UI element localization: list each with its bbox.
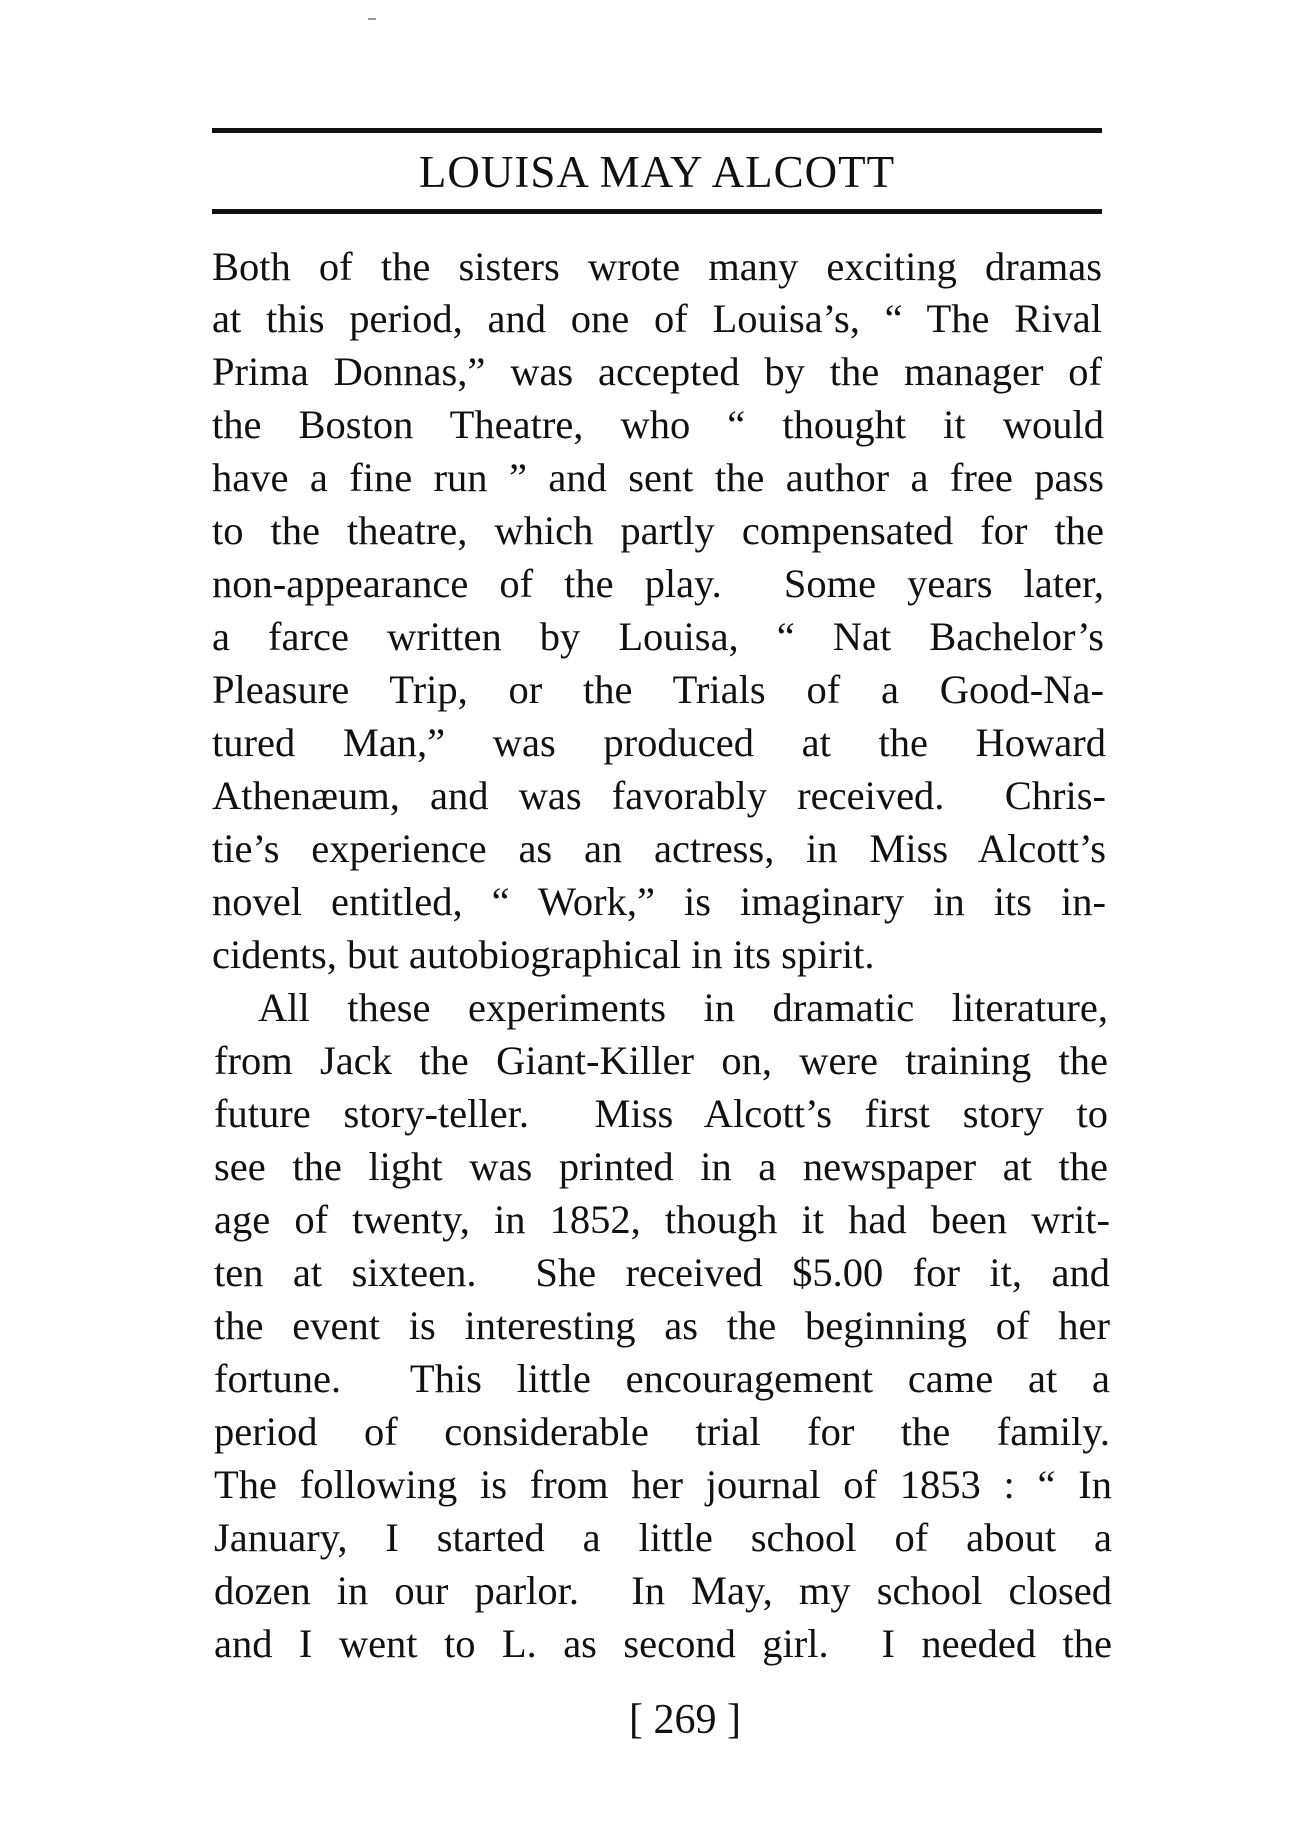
text-line: cidents, but autobiographical in its spirit. bbox=[212, 932, 875, 977]
header-rule-top bbox=[212, 128, 1102, 133]
text-line: a farce written by Louisa, “ Nat Bachelor’s bbox=[212, 614, 1104, 659]
text-line: the Boston Theatre, who “ thought it would bbox=[212, 402, 1104, 447]
page-number: [ 269 ] bbox=[629, 1697, 741, 1743]
text-line: dozen in our parlor. In May, my school closed bbox=[214, 1568, 1112, 1613]
text-line: from Jack the Giant-Killer on, were training the bbox=[214, 1038, 1108, 1083]
text-line: The following is from her journal of 1853 : “ In bbox=[214, 1462, 1112, 1507]
text-line: non-appearance of the play. Some years later, bbox=[212, 561, 1104, 606]
text-line: period of considerable trial for the family. bbox=[214, 1409, 1110, 1454]
text-line: tie’s experience as an actress, in Miss Alcott’s bbox=[212, 826, 1106, 871]
text-line: Both of the sisters wrote many exciting dramas bbox=[212, 244, 1102, 289]
text-line: Pleasure Trip, or the Trials of a Good-Na- bbox=[212, 667, 1104, 712]
text-line: Athenæum, and was favorably received. Chris- bbox=[212, 773, 1106, 818]
text-line: future story-teller. Miss Alcott’s first story to bbox=[214, 1091, 1108, 1136]
text-line: age of twenty, in 1852, though it had been writ- bbox=[214, 1197, 1110, 1242]
text-line: see the light was printed in a newspaper at the bbox=[214, 1144, 1108, 1189]
text-line: have a fine run ” and sent the author a free pass bbox=[212, 455, 1104, 500]
header-rule-bottom bbox=[212, 209, 1102, 214]
text-line: to the theatre, which partly compensated for the bbox=[212, 508, 1104, 553]
text-line: ten at sixteen. She received $5.00 for it, and bbox=[214, 1250, 1110, 1295]
text-line: tured Man,” was produced at the Howard bbox=[212, 720, 1106, 765]
text-line: January, I started a little school of about a bbox=[214, 1515, 1112, 1560]
text-line: Prima Donnas,” was accepted by the manager of bbox=[212, 349, 1102, 394]
text-line: and I went to L. as second girl. I needed the bbox=[214, 1621, 1112, 1666]
text-line: fortune. This little encouragement came at a bbox=[214, 1356, 1110, 1401]
text-line: the event is interesting as the beginning of her bbox=[214, 1303, 1110, 1348]
text-line: at this period, and one of Louisa’s, “ The Rival bbox=[212, 296, 1102, 341]
text-line: novel entitled, “ Work,” is imaginary in its in- bbox=[212, 879, 1106, 924]
running-head: LOUISA MAY ALCOTT bbox=[418, 147, 896, 197]
text-line: All these experiments in dramatic literature, bbox=[258, 985, 1108, 1030]
scan-speck bbox=[368, 18, 376, 20]
